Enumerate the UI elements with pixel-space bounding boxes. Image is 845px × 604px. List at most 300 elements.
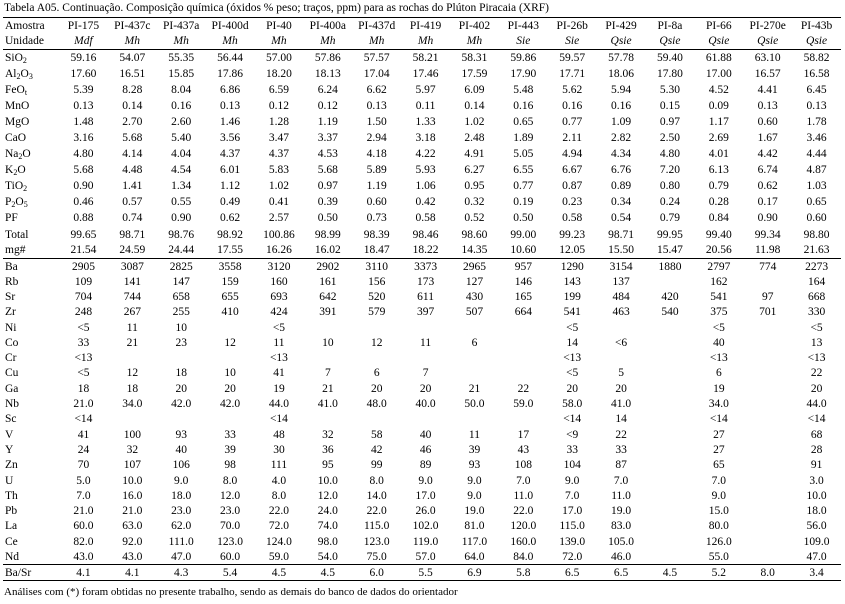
table-cell: 98.0 bbox=[317, 535, 338, 548]
element-subscript: t bbox=[24, 87, 28, 97]
table-cell: 255 bbox=[172, 306, 190, 319]
table-cell: 1.09 bbox=[611, 115, 632, 128]
ratio-row bbox=[3, 565, 841, 581]
table-cell: 248 bbox=[74, 306, 93, 319]
element-subscript: 2 bbox=[11, 200, 16, 210]
table-cell: 160.0 bbox=[510, 535, 537, 548]
element-text: O bbox=[22, 148, 31, 161]
table-cell: 4.37 bbox=[220, 148, 241, 161]
table-cell: 199 bbox=[563, 290, 581, 303]
table-cell: 0.19 bbox=[513, 196, 534, 209]
table-cell bbox=[743, 274, 792, 289]
table-cell: 10.60 bbox=[499, 243, 548, 259]
table-cell bbox=[646, 503, 695, 518]
table-cell bbox=[450, 351, 499, 366]
table-row bbox=[3, 458, 841, 473]
table-cell: 5.68 bbox=[122, 132, 143, 145]
table-cell: 2.60 bbox=[171, 115, 192, 128]
table-cell: 0.65 bbox=[806, 196, 827, 209]
table-cell: 0.50 bbox=[513, 212, 534, 225]
table-cell: 22 bbox=[517, 382, 530, 395]
table-cell: 1.03 bbox=[806, 180, 827, 193]
table-cell bbox=[646, 458, 695, 473]
element-label bbox=[3, 114, 59, 130]
ratio-section bbox=[3, 565, 841, 581]
table-cell: 14 bbox=[615, 413, 627, 426]
table-cell: 97 bbox=[761, 290, 774, 303]
table-cell: 330 bbox=[807, 306, 826, 319]
table-cell: 44.0 bbox=[268, 398, 289, 411]
table-cell: 2.48 bbox=[464, 132, 485, 145]
sample-header: PI-437c bbox=[108, 18, 157, 34]
table-cell: 117.0 bbox=[461, 535, 488, 548]
table-cell: 1.28 bbox=[268, 115, 289, 128]
table-cell: 7 bbox=[324, 367, 331, 380]
table-cell: 82.0 bbox=[73, 535, 94, 548]
sample-header: PI-400a bbox=[303, 18, 352, 34]
table-cell: 3.18 bbox=[415, 132, 436, 145]
table-cell: 0.16 bbox=[562, 99, 583, 112]
table-cell bbox=[646, 381, 695, 396]
table-cell: 0.77 bbox=[513, 180, 534, 193]
table-cell bbox=[499, 320, 548, 335]
table-cell: 957 bbox=[514, 260, 532, 273]
table-cell: 99.23 bbox=[559, 228, 586, 241]
table-cell: 20 bbox=[370, 382, 383, 395]
table-cell: 2273 bbox=[805, 260, 829, 273]
element-text: Nb bbox=[5, 398, 20, 411]
table-cell: 4.52 bbox=[708, 83, 729, 96]
table-cell bbox=[352, 412, 401, 427]
table-cell: 0.57 bbox=[122, 196, 143, 209]
table-cell bbox=[646, 549, 695, 564]
table-cell: 123.0 bbox=[217, 535, 243, 548]
table-cell: 156 bbox=[368, 275, 386, 288]
table-cell: 165 bbox=[514, 290, 532, 303]
sample-header: PI-43b bbox=[792, 18, 841, 34]
table-cell bbox=[401, 320, 450, 335]
table-cell: 3.47 bbox=[268, 132, 289, 145]
element-text: O bbox=[17, 164, 26, 177]
element-label bbox=[3, 519, 59, 534]
element-label bbox=[3, 366, 59, 381]
table-cell: 5.2 bbox=[694, 565, 743, 581]
major-oxides-section bbox=[3, 50, 841, 259]
table-cell: 744 bbox=[123, 290, 141, 303]
table-cell: 0.84 bbox=[708, 212, 729, 225]
table-cell: 0.60 bbox=[806, 212, 827, 225]
table-cell: 6.59 bbox=[268, 83, 289, 96]
element-label bbox=[3, 305, 59, 320]
table-cell: 4.1 bbox=[59, 565, 108, 581]
element-text: Zr bbox=[5, 306, 16, 319]
table-cell: 18.22 bbox=[401, 243, 450, 259]
element-subscript: 2 bbox=[23, 184, 28, 194]
table-cell bbox=[303, 320, 352, 335]
element-text: MgO bbox=[5, 115, 30, 128]
table-cell: 0.89 bbox=[611, 180, 632, 193]
table-cell: 44.0 bbox=[806, 398, 827, 411]
unit-header: Mh bbox=[206, 34, 255, 50]
element-label bbox=[3, 178, 59, 194]
element-text: Nd bbox=[5, 550, 20, 563]
table-cell: 4.53 bbox=[317, 148, 338, 161]
table-cell: 17.04 bbox=[363, 67, 390, 80]
table-cell: 162 bbox=[710, 275, 728, 288]
element-label bbox=[3, 82, 59, 98]
table-cell: 642 bbox=[319, 290, 337, 303]
table-cell bbox=[743, 320, 792, 335]
table-cell: 4.44 bbox=[806, 148, 827, 161]
table-cell: 99.34 bbox=[754, 228, 781, 241]
table-cell: 18.0 bbox=[171, 489, 192, 502]
table-cell: 32 bbox=[322, 428, 334, 441]
table-cell: 1.34 bbox=[171, 180, 192, 193]
table-cell: 0.16 bbox=[611, 99, 632, 112]
table-row bbox=[3, 274, 841, 289]
table-cell: 463 bbox=[612, 306, 630, 319]
element-label bbox=[3, 320, 59, 335]
table-cell: 147 bbox=[172, 275, 190, 288]
table-cell bbox=[646, 351, 695, 366]
element-label bbox=[3, 194, 59, 210]
table-row bbox=[3, 98, 841, 114]
table-cell: 6.55 bbox=[513, 164, 534, 177]
table-cell: 7 bbox=[422, 367, 429, 380]
table-cell: 20 bbox=[810, 382, 823, 395]
table-cell bbox=[743, 381, 792, 396]
table-cell: 98 bbox=[224, 459, 236, 472]
table-row bbox=[3, 366, 841, 381]
table-cell: 146 bbox=[514, 275, 532, 288]
table-cell: 5.83 bbox=[268, 164, 289, 177]
table-cell: 9.0 bbox=[467, 489, 482, 502]
table-cell: 6.09 bbox=[464, 83, 485, 96]
table-cell: 507 bbox=[465, 306, 484, 319]
table-cell: 2797 bbox=[707, 260, 731, 273]
table-cell: 0.77 bbox=[562, 115, 583, 128]
table-caption: Tabela A05. Continuação. Composição química (óxidos % peso; traços, ppm) para as rochas do Plúton Piracaia (XRF) bbox=[4, 2, 550, 14]
table-row bbox=[3, 243, 841, 259]
table-cell: <5 bbox=[566, 321, 579, 334]
element-label bbox=[3, 259, 59, 274]
table-cell: 7.0 bbox=[76, 489, 91, 502]
table-cell: 774 bbox=[759, 260, 777, 273]
table-cell: 106 bbox=[172, 459, 190, 472]
table-cell: 22 bbox=[615, 428, 627, 441]
table-cell: 109 bbox=[74, 275, 93, 288]
table-cell: 17.0 bbox=[415, 489, 436, 502]
table-row bbox=[3, 146, 841, 162]
table-cell: 5.40 bbox=[171, 132, 192, 145]
table-cell: 20 bbox=[224, 382, 236, 395]
table-cell: 19.0 bbox=[611, 505, 632, 518]
table-cell bbox=[303, 351, 352, 366]
table-cell: 18 bbox=[175, 367, 187, 380]
element-text: Sr bbox=[5, 290, 16, 303]
table-cell: 2.69 bbox=[708, 132, 729, 145]
table-cell: 701 bbox=[759, 306, 777, 319]
table-cell: 0.54 bbox=[611, 212, 632, 225]
table-row bbox=[3, 114, 841, 130]
element-text: Ga bbox=[5, 382, 19, 395]
table-cell: 55.0 bbox=[708, 550, 729, 563]
table-cell: 0.16 bbox=[513, 99, 534, 112]
table-cell: 664 bbox=[514, 306, 532, 319]
table-cell bbox=[401, 351, 450, 366]
element-label bbox=[3, 412, 59, 427]
table-cell: <6 bbox=[614, 336, 628, 349]
table-cell: 10 bbox=[224, 367, 236, 380]
table-cell: 10 bbox=[322, 336, 334, 349]
table-cell bbox=[743, 427, 792, 442]
table-cell: 10.0 bbox=[317, 474, 338, 487]
table-cell: 0.46 bbox=[73, 196, 94, 209]
unit-header: Mh bbox=[352, 34, 401, 50]
table-cell: 420 bbox=[661, 290, 679, 303]
table-cell: 104 bbox=[563, 459, 581, 472]
table-cell: 12 bbox=[224, 336, 236, 349]
table-cell: <5 bbox=[77, 321, 90, 334]
element-text: TiO bbox=[5, 180, 24, 193]
table-cell bbox=[108, 412, 157, 427]
table-cell: 17.80 bbox=[657, 67, 683, 80]
table-cell: 40 bbox=[419, 428, 432, 441]
table-cell: 11.98 bbox=[743, 243, 792, 259]
table-cell bbox=[450, 320, 499, 335]
table-cell: 17.0 bbox=[562, 505, 583, 518]
table-cell: 1.02 bbox=[464, 115, 485, 128]
table-cell: 18.13 bbox=[314, 67, 341, 80]
table-cell: 4.37 bbox=[268, 148, 289, 161]
table-row bbox=[3, 50, 841, 66]
table-cell: 0.32 bbox=[464, 196, 485, 209]
table-cell: 57.0 bbox=[415, 550, 436, 563]
table-cell bbox=[646, 534, 695, 549]
table-cell: 14.0 bbox=[366, 489, 387, 502]
table-cell: 3373 bbox=[414, 260, 438, 273]
table-cell: 61.88 bbox=[705, 51, 732, 64]
table-cell: 0.13 bbox=[220, 99, 241, 112]
table-cell: 11 bbox=[126, 321, 138, 334]
table-cell: 0.62 bbox=[757, 180, 778, 193]
table-cell: 40 bbox=[175, 443, 187, 456]
table-cell: 12.05 bbox=[548, 243, 597, 259]
table-cell: 40 bbox=[713, 336, 725, 349]
table-cell: 12.0 bbox=[220, 489, 241, 502]
table-cell: 115.0 bbox=[559, 520, 585, 533]
table-cell: 4.41 bbox=[757, 83, 778, 96]
header-row-samples bbox=[3, 18, 841, 34]
element-text: mg# bbox=[5, 244, 26, 257]
table-cell: 99 bbox=[370, 459, 383, 472]
table-cell bbox=[646, 412, 695, 427]
table-cell: 0.79 bbox=[659, 212, 680, 225]
table-cell: 16.51 bbox=[119, 67, 146, 80]
table-cell: 39 bbox=[224, 443, 236, 456]
table-cell: 4.5 bbox=[255, 565, 304, 581]
table-cell: 11 bbox=[468, 428, 480, 441]
table-cell: 6.01 bbox=[220, 164, 241, 177]
table-row bbox=[3, 412, 841, 427]
table-cell: 2905 bbox=[71, 260, 95, 273]
unit-header: Sie bbox=[548, 34, 597, 50]
table-cell: 59.16 bbox=[70, 51, 97, 64]
unit-header: Mh bbox=[401, 34, 450, 50]
table-cell: 89 bbox=[419, 459, 432, 472]
table-cell: 6.5 bbox=[597, 565, 646, 581]
table-cell: 3.4 bbox=[792, 565, 841, 581]
table-cell: 100.86 bbox=[263, 228, 295, 241]
table-cell: 2.70 bbox=[122, 115, 143, 128]
element-subscript: 2 bbox=[13, 168, 18, 178]
table-cell: 0.13 bbox=[73, 99, 94, 112]
table-cell: 430 bbox=[465, 290, 484, 303]
table-cell: 115.0 bbox=[363, 520, 390, 533]
table-cell: 4.5 bbox=[303, 565, 352, 581]
table-cell: 21 bbox=[322, 382, 334, 395]
table-cell: <14 bbox=[709, 413, 728, 426]
table-cell: 105.0 bbox=[608, 535, 634, 548]
table-cell: 60.0 bbox=[73, 520, 94, 533]
table-cell: <5 bbox=[77, 367, 90, 380]
table-cell: 36 bbox=[322, 443, 334, 456]
table-cell: 17.00 bbox=[705, 67, 732, 80]
table-cell: 8.0 bbox=[743, 565, 792, 581]
table-cell: 59.40 bbox=[657, 51, 683, 64]
table-cell: 0.14 bbox=[122, 99, 143, 112]
table-cell: 93 bbox=[175, 428, 187, 441]
table-cell: 0.80 bbox=[659, 180, 680, 193]
table-cell: 63.10 bbox=[754, 51, 781, 64]
table-cell: 24 bbox=[77, 443, 90, 456]
table-cell: 0.58 bbox=[415, 212, 436, 225]
table-cell: 20.56 bbox=[694, 243, 743, 259]
table-cell: <14 bbox=[563, 413, 582, 426]
table-cell: 4.80 bbox=[659, 148, 680, 161]
table-cell: 1.33 bbox=[415, 115, 436, 128]
table-cell: 0.49 bbox=[220, 196, 241, 209]
table-cell bbox=[499, 366, 548, 381]
table-cell: 18.20 bbox=[266, 67, 292, 80]
table-cell: 23.0 bbox=[220, 505, 241, 518]
table-cell: 72.0 bbox=[268, 520, 289, 533]
table-cell: 57.57 bbox=[363, 51, 390, 64]
table-cell: 3087 bbox=[120, 260, 144, 273]
table-row bbox=[3, 488, 841, 503]
table-cell: 72.0 bbox=[562, 550, 583, 563]
table-cell: 267 bbox=[123, 306, 141, 319]
table-cell: 0.09 bbox=[708, 99, 729, 112]
table-cell: 1.78 bbox=[806, 115, 827, 128]
table-cell bbox=[303, 412, 352, 427]
element-label bbox=[3, 565, 59, 581]
table-cell bbox=[743, 519, 792, 534]
table-cell: 98.99 bbox=[314, 228, 341, 241]
table-cell: 6.67 bbox=[562, 164, 583, 177]
table-cell: 56.0 bbox=[806, 520, 827, 533]
table-cell: 0.58 bbox=[562, 212, 583, 225]
table-row bbox=[3, 549, 841, 564]
table-cell: <13 bbox=[807, 352, 826, 365]
table-cell: 9.0 bbox=[418, 474, 433, 487]
table-cell: 26.0 bbox=[415, 505, 436, 518]
element-text: U bbox=[5, 474, 14, 487]
table-cell: 0.16 bbox=[171, 99, 192, 112]
table-cell: 1.19 bbox=[317, 115, 338, 128]
table-cell: 8.04 bbox=[171, 83, 192, 96]
table-cell: 2825 bbox=[169, 260, 193, 273]
table-cell: 4.87 bbox=[806, 164, 827, 177]
table-cell: 5.8 bbox=[499, 565, 548, 581]
table-cell: 48.0 bbox=[366, 398, 387, 411]
unit-header: Mdf bbox=[59, 34, 108, 50]
table-cell: 50.0 bbox=[464, 398, 485, 411]
element-label bbox=[3, 503, 59, 518]
table-cell: 108 bbox=[514, 459, 532, 472]
element-label bbox=[3, 458, 59, 473]
table-cell: 1.17 bbox=[708, 115, 729, 128]
table-cell: <14 bbox=[74, 413, 93, 426]
element-label bbox=[3, 427, 59, 442]
table-row bbox=[3, 534, 841, 549]
table-cell: 0.24 bbox=[659, 196, 680, 209]
table-cell bbox=[646, 274, 695, 289]
table-cell: 57.00 bbox=[266, 51, 292, 64]
table-cell: 17.60 bbox=[70, 67, 97, 80]
table-cell: 62.0 bbox=[171, 520, 192, 533]
table-cell: 17.71 bbox=[559, 67, 586, 80]
table-cell: 6.86 bbox=[220, 83, 241, 96]
table-cell bbox=[743, 442, 792, 457]
table-cell bbox=[743, 351, 792, 366]
table-cell: 3120 bbox=[267, 260, 291, 273]
element-subscript: 2 bbox=[22, 55, 27, 65]
element-label bbox=[3, 210, 59, 226]
element-text: La bbox=[5, 520, 18, 533]
table-cell: 33 bbox=[77, 336, 90, 349]
table-cell: 6.76 bbox=[611, 164, 632, 177]
table-cell: 24.59 bbox=[108, 243, 157, 259]
table-cell: 40.0 bbox=[415, 398, 436, 411]
table-cell: 4.91 bbox=[464, 148, 485, 161]
table-cell: 11.0 bbox=[611, 489, 631, 502]
table-cell: 16.57 bbox=[754, 67, 781, 80]
table-cell: 3.37 bbox=[317, 132, 338, 145]
element-subscript: 3 bbox=[28, 71, 33, 81]
table-cell bbox=[401, 412, 450, 427]
table-cell: 7.20 bbox=[659, 164, 680, 177]
table-cell: 87 bbox=[615, 459, 627, 472]
table-cell: 1290 bbox=[560, 260, 584, 273]
table-cell: 0.52 bbox=[464, 212, 485, 225]
table-cell bbox=[646, 427, 695, 442]
table-row bbox=[3, 503, 841, 518]
table-cell: 0.23 bbox=[562, 196, 583, 209]
table-cell: 43.0 bbox=[73, 550, 94, 563]
element-text: Ba/Sr bbox=[5, 566, 32, 579]
table-cell: 1880 bbox=[658, 260, 682, 273]
table-cell bbox=[206, 412, 255, 427]
table-cell: 4.34 bbox=[611, 148, 632, 161]
table-cell: 0.73 bbox=[366, 212, 387, 225]
table-cell: 34.0 bbox=[122, 398, 143, 411]
table-row bbox=[3, 396, 841, 411]
element-label bbox=[3, 488, 59, 503]
table-cell: 119.0 bbox=[412, 535, 439, 548]
table-cell: 6.13 bbox=[708, 164, 729, 177]
table-cell: 6.74 bbox=[757, 164, 778, 177]
